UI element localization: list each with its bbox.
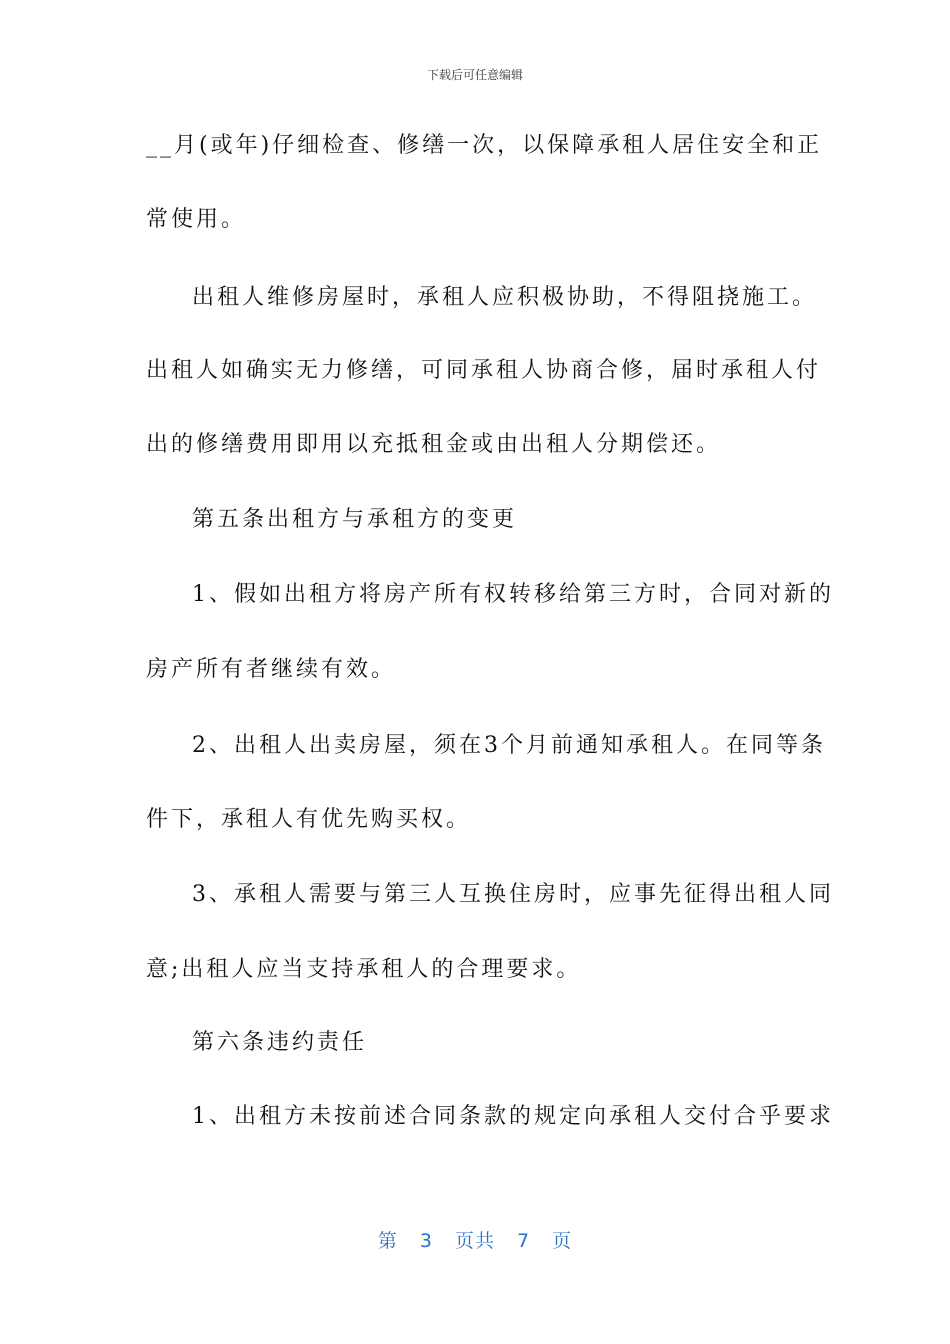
- footer-prefix: 第: [377, 1230, 398, 1252]
- page-number-footer: [0, 1226, 950, 1253]
- body-line: 常使用。: [146, 207, 247, 232]
- body-line: 意;出租人应当支持承租人的合理要求。: [146, 957, 582, 982]
- body-line: 出租人维修房屋时，承租人应积极协助，不得阻挠施工。: [192, 285, 818, 310]
- body-line: 出租人如确实无力修缮，可同承租人协商合修，届时承租人付: [146, 358, 822, 383]
- section-heading: 第六条违约责任: [192, 1030, 368, 1055]
- body-line: 件下，承租人有优先购买权。: [146, 807, 472, 832]
- body-line: 房产所有者继续有效。: [146, 657, 397, 682]
- footer-middle: 页共: [454, 1230, 495, 1252]
- section-heading: 第五条出租方与承租方的变更: [192, 507, 518, 532]
- current-page-number: 3: [419, 1230, 433, 1252]
- body-line: 2、出租人出卖房屋，须在3个月前通知承租人。在同等条: [192, 733, 826, 758]
- header-note: 下载后可任意编辑: [426, 68, 523, 82]
- footer-suffix: 页: [552, 1230, 573, 1252]
- body-line: 3、承租人需要与第三人互换住房时，应事先征得出租人同: [192, 882, 834, 907]
- body-line: 1、假如出租方将房产所有权转移给第三方时，合同对新的: [192, 582, 834, 607]
- body-line: __月(或年)仔细检查、修缮一次，以保障承租人居住安全和正: [146, 133, 823, 158]
- body-line: 出的修缮费用即用以充抵租金或由出租人分期偿还。: [146, 432, 722, 457]
- total-pages-number: 7: [517, 1230, 531, 1252]
- body-line: 1、出租方未按前述合同条款的规定向承租人交付合乎要求: [192, 1104, 834, 1129]
